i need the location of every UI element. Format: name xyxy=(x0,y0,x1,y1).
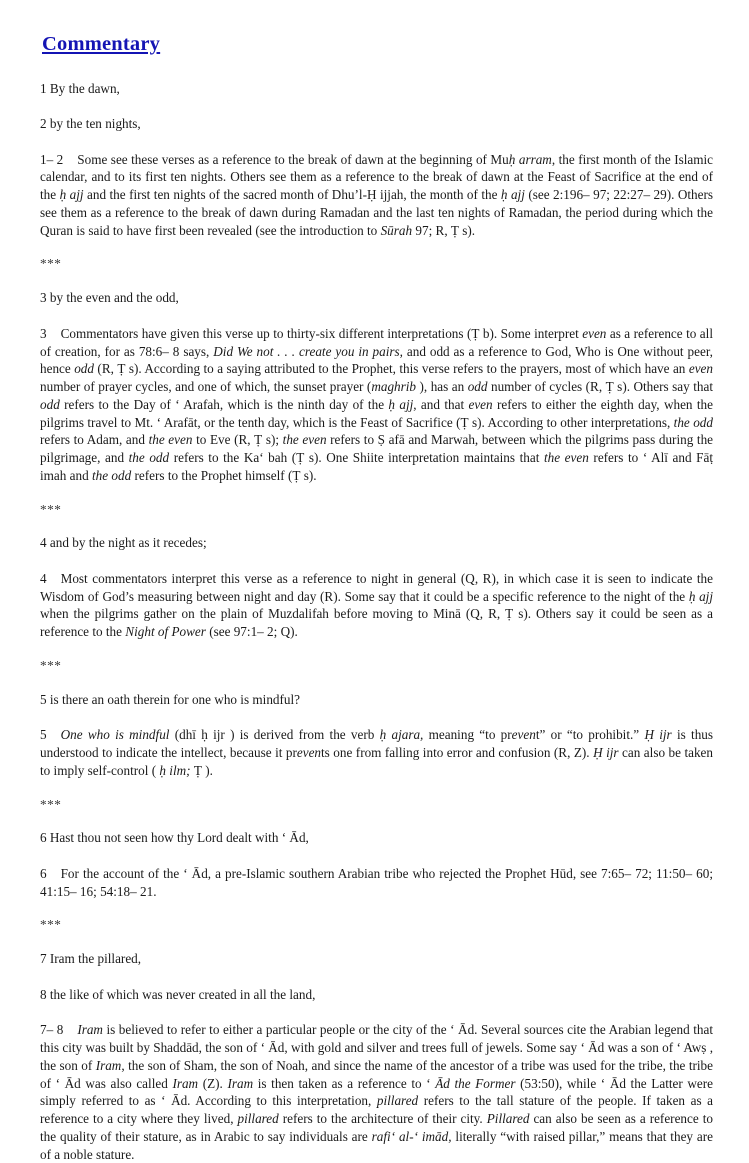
emphasis: the odd xyxy=(128,450,170,466)
emphasis: the even xyxy=(282,432,327,448)
section-separator-3: *** xyxy=(40,657,62,673)
emphasis: Night of Power xyxy=(125,624,206,640)
emphasis: Iram xyxy=(95,1057,122,1073)
emphasis: Iram xyxy=(172,1075,199,1091)
commentary-text: For the account of the ʻ Ād, a pre-Islamic southern Arabian tribe who rejected the Prophet Hūd, see 7:65– 72; 11:50– 60; 41:15– 16; 54:18– 21. xyxy=(40,865,713,899)
commentary-verse-number: 4 xyxy=(40,570,47,586)
emphasis: ḥ ajj xyxy=(500,187,525,203)
emphasis: ḥ ajj xyxy=(688,588,713,604)
verse-4: 4 and by the night as it recedes; xyxy=(40,535,207,551)
commentary-verse-number: 5 xyxy=(40,727,47,743)
emphasis: odd xyxy=(40,396,60,412)
emphasis: even xyxy=(582,325,607,341)
commentary-text: Most commentators interpret this verse as a reference to night in general (Q, R), in which case it is seen to indicate the Wisdom of God’s measuring between night and day (R). Some say that it could be a specific reference to the night of the ḥ ajj when the pilgrims gather on the plain of Muzdalifah before moving to Minā (Q, R, Ṭ s). Others say it could be seen as a reference to the Night of Power (see 97:1– 2; Q). xyxy=(40,570,713,640)
commentary-verse-number: 7– 8 xyxy=(40,1022,64,1038)
verse-2: 2 by the ten nights, xyxy=(40,116,141,132)
emphasis: the odd xyxy=(92,467,132,483)
emphasis: ḥ ajara, xyxy=(379,727,424,743)
verse-6: 6 Hast thou not seen how thy Lord dealt with ʻ Ād, xyxy=(40,830,309,846)
verse-7: 7 Iram the pillared, xyxy=(40,951,142,967)
commentary-verse-number: 3 xyxy=(40,325,47,341)
commentary-verse-number: 6 xyxy=(40,865,47,881)
page-title: Commentary xyxy=(42,33,161,55)
emphasis: Ḥ ijr xyxy=(593,745,619,761)
emphasis: the even xyxy=(543,450,589,466)
emphasis: Ād the Former xyxy=(435,1075,516,1091)
emphasis: ḥ ajj xyxy=(388,396,414,412)
emphasis: odd xyxy=(74,361,94,377)
commentary-7-8 xyxy=(40,1021,713,1163)
verse-8: 8 the like of which was never created in all the land, xyxy=(40,986,316,1002)
commentary-text: Some see these verses as a reference to the break of dawn at the beginning of Muḥ arram, the first month of the Islamic calendar, and to its first ten nights. Others see them as a reference to the break of dawn at the Feast of Sacrifice at the end of the ḥ ajj and the first ten nights of the sacred month of Dhu’l-Ḥ ijjah, the month of the ḥ ajj (see 2:196– 97; 22:27– 29). Others see them as a reference to the break of dawn during Ramadan and the last ten nights of Ramadan, the period during which the Quran is said to have first been revealed (see the introduction to Sūrah 97; R, Ṭ s). xyxy=(40,151,714,238)
emphasis: Ḥ ijr xyxy=(644,727,672,743)
emphasis: even xyxy=(688,361,713,377)
commentary-4 xyxy=(40,570,713,641)
commentary-body xyxy=(38,80,713,1163)
section-separator-4: *** xyxy=(40,796,62,812)
commentary-verse-number: 1– 2 xyxy=(40,151,64,167)
verse-1: 1 By the dawn, xyxy=(40,80,120,96)
emphasis: ḥ ilm; xyxy=(159,762,191,778)
emphasis: maghrib xyxy=(371,379,420,395)
commentary-3 xyxy=(40,325,713,485)
emphasis: Did We not . . . create you in pairs, xyxy=(213,343,403,359)
commentary-text: Iram is believed to refer to either a particular people or the city of the ʻ Ād. Several sources cite the Arabian legend that this city was built by Shaddād, the son of ʻ Ād, with gold and silver and trees full of jewels. Some say ʻ Ād was a son of ʻ Awṣ , the son of Iram, the son of Sham, the son of Noah, and since the name of the ancestor of a tribe was used for the tribe, the tribe of ʻ Ād was also called Iram (Z). Iram is then taken as a reference to ʻ Ād the Former (53:50), while ʻ Ād the Latter were simply referred to as ʻ Ād. According to this interpretation, pillared refers to the tall stature of the people. If taken as a reference to a city where they lived, pillared refers to the architecture of their city. Pillared can also be seen as a reference to the quality of their stature, as in Arabic to say individuals are rafiʻ al-ʻ imād, literally “with raised pillar,” means that they are of a noble stature. xyxy=(40,1022,714,1162)
commentary-text: One who is mindful (dhī ḥ ijr ) is derived from the verb ḥ ajara, meaning “to prevent” or “to prohibit.” Ḥ ijr is thus understood to indicate the intellect, because it prevents one from falling into error and confusion (R, Z). Ḥ ijr can also be taken to imply self-control ( ḥ ilm; Ṭ ). xyxy=(40,727,714,778)
emphasis: One who is mindful xyxy=(60,727,170,743)
emphasis: Pillared xyxy=(486,1111,530,1127)
section-separator-5: *** xyxy=(40,917,62,933)
commentary-5 xyxy=(40,726,713,779)
verse-3: 3 by the even and the odd, xyxy=(40,290,179,306)
emphasis: even xyxy=(511,727,536,743)
emphasis: odd xyxy=(467,379,488,395)
emphasis: pillared xyxy=(376,1093,419,1109)
emphasis: pillared xyxy=(237,1111,279,1127)
emphasis: even xyxy=(296,745,322,761)
commentary-1-2 xyxy=(40,151,713,240)
emphasis: the odd xyxy=(673,414,713,430)
emphasis: Sūrah xyxy=(380,222,413,238)
section-separator-1: *** xyxy=(40,256,62,272)
emphasis: ḥ arram xyxy=(508,151,552,167)
emphasis: rafiʻ al-ʻ imād, xyxy=(371,1128,452,1144)
emphasis: the even xyxy=(148,432,193,448)
verse-5: 5 is there an oath therein for one who is mindful? xyxy=(40,691,301,707)
emphasis: Iram xyxy=(77,1022,103,1038)
commentary-6 xyxy=(40,865,713,901)
emphasis: ḥ ajj xyxy=(59,187,84,203)
emphasis: even xyxy=(468,396,493,412)
commentary-text: Commentators have given this verse up to thirty-six different interpretations (Ṭ b). Some interpret even as a reference to all of creation, for as 78:6– 8 says, Did We not . . . create you in pairs, and odd as a reference to God, Who is One without peer, hence odd (R, Ṭ s). According to a saying attributed to the Prophet, this verse refers to the prayers, most of which have an even number of prayer cycles, and one of which, the sunset prayer (maghrib ), has an odd number of cycles (R, Ṭ s). Others say that odd refers to the Day of ʻ Arafah, which is the ninth day of the ḥ ajj, and that even refers to either the eighth day, when the pilgrims travel to Mt. ʻ Arafāt, or the tenth day, which is the Feast of Sacrifice (Ṭ s). According to other interpretations, the odd refers to Adam, and the even to Eve (R, Ṭ s); the even refers to Ṣ afā and Marwah, between which the pilgrims pass during the pilgrimage, and the odd refers to the Kaʻ bah (Ṭ s). One Shiite interpretation maintains that the even refers to ʻ Alī and Fāṭ imah and the odd refers to the Prophet himself (Ṭ s). xyxy=(40,325,714,483)
emphasis: Iram xyxy=(227,1075,254,1091)
section-separator-2: *** xyxy=(40,501,62,517)
